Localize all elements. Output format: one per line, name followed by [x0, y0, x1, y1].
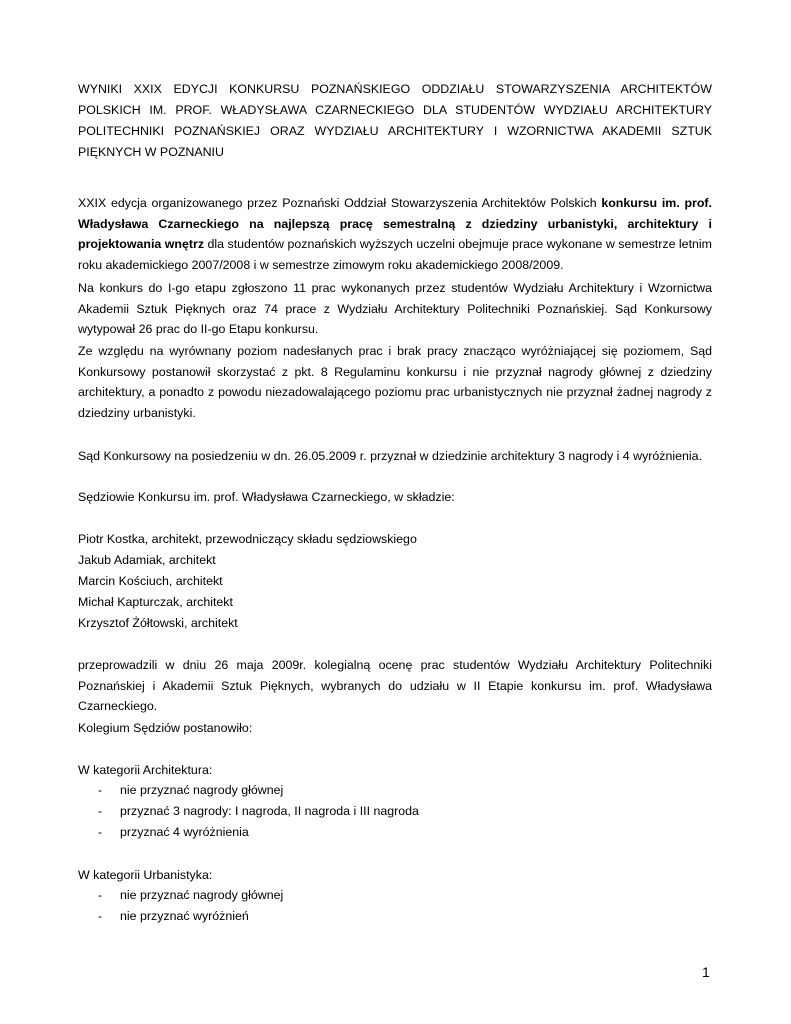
list-item — [98, 906, 249, 926]
decision-paragraph: Ze względu na wyrównany poziom nadesłanych prac i brak pracy znacząco wyróżniającej się poziomem, Sąd Konkursowy postanowił skorzystać z pkt. 8 Regulaminu konkursu i nie przyznał nagrody głównej z dziedziny architektury, a ponadto z powodu niezadowalającego poziomu prac urbanistycznych nie przyznał żadnej nagrody z dziedziny urbanistyki. — [78, 344, 712, 420]
bullet-dash: - — [98, 909, 103, 923]
list-item — [98, 822, 249, 842]
list-item-text: nie przyznać nagrody głównej — [120, 888, 284, 902]
bullet-dash: - — [98, 888, 103, 902]
list-item — [98, 885, 283, 905]
list-item-text: przyznać 3 nagrody: I nagroda, II nagroda i III nagroda — [120, 804, 419, 818]
stage1-paragraph: Na konkurs do I-go etapu zgłoszono 11 prac wykonanych przez studentów Wydziału Architektury i Wzornictwa Akademii Sztuk Pięknych oraz 74 prace z Wydziału Architektury Politechniki Poznańskiej. Sąd Konkursowy wytypował 26 prac do II-go Etapu konkursu. — [78, 281, 712, 337]
intro-paragraph — [78, 193, 712, 275]
collegium-line: Kolegium Sędziów postanowiło: — [78, 721, 253, 735]
judge-item: Krzysztof Żółtowski, architekt — [78, 616, 238, 630]
judges-intro: Sędziowie Konkursu im. prof. Władysława Czarneckiego, w składzie: — [78, 490, 455, 504]
list-item-text: nie przyznać nagrody głównej — [120, 783, 284, 797]
bullet-dash: - — [98, 825, 103, 839]
intro-text-2: dla studentów poznańskich wyższych uczelni obejmuje prace wykonane w semestrze letnim roku akademickiego 2007/2008 i w semestrze zimowym roku akademickiego 2008/2009. — [78, 237, 712, 272]
list-item-text: nie przyznać wyróżnień — [120, 909, 249, 923]
judge-item: Jakub Adamiak, architekt — [78, 553, 216, 567]
intro-text-1: XXIX edycja organizowanego przez Poznański Oddział Stowarzyszenia Architektów Polskich — [78, 196, 602, 210]
conducted-paragraph: przeprowadzili w dniu 26 maja 2009r. kolegialną ocenę prac studentów Wydziału Architektury Politechniki Poznańskiej i Akademii Sztuk Pięknych, wybranych do udziału w II Etapie konkursu im. prof. Władysława Czarneckiego. — [78, 658, 712, 714]
bullet-dash: - — [98, 783, 103, 797]
page-number: 1 — [702, 964, 710, 980]
architecture-heading: W kategorii Architektura: — [78, 763, 213, 777]
document-title: WYNIKI XXIX EDYCJI KONKURSU POZNAŃSKIEGO ODDZIAŁU STOWARZYSZENIA ARCHITEKTÓW POLSKICH IM. PROF. WŁADYSŁAWA CZARNECKIEGO DLA STUDENTÓW WYDZIAŁU ARCHITEKTURY POLITECHNIKI POZNAŃSKIEJ ORAZ WYDZIAŁU ARCHITEKTURY I WZORNICTWA AKADEMII SZTUK PIĘKNYCH W POZNANIU — [78, 82, 712, 159]
bullet-dash: - — [98, 804, 103, 818]
list-item — [98, 801, 419, 821]
list-item — [98, 780, 283, 800]
urbanism-heading: W kategorii Urbanistyka: — [78, 868, 213, 882]
list-item-text: przyznać 4 wyróżnienia — [120, 825, 249, 839]
intro-competition-name: konkursu im. prof. Władysława Czarneckiego na najlepszą pracę semestralną z dziedziny urbanistyki, architektury i projektowania wnętrz — [78, 196, 712, 252]
judge-item: Michał Kapturczak, architekt — [78, 595, 233, 609]
judge-item: Marcin Kościuch, architekt — [78, 574, 223, 588]
session-paragraph: Sąd Konkursowy na posiedzeniu w dn. 26.05.2009 r. przyznał w dziedzinie architektury 3 nagrody i 4 wyróżnienia. — [78, 449, 703, 463]
judge-item: Piotr Kostka, architekt, przewodniczący składu sędziowskiego — [78, 532, 417, 546]
